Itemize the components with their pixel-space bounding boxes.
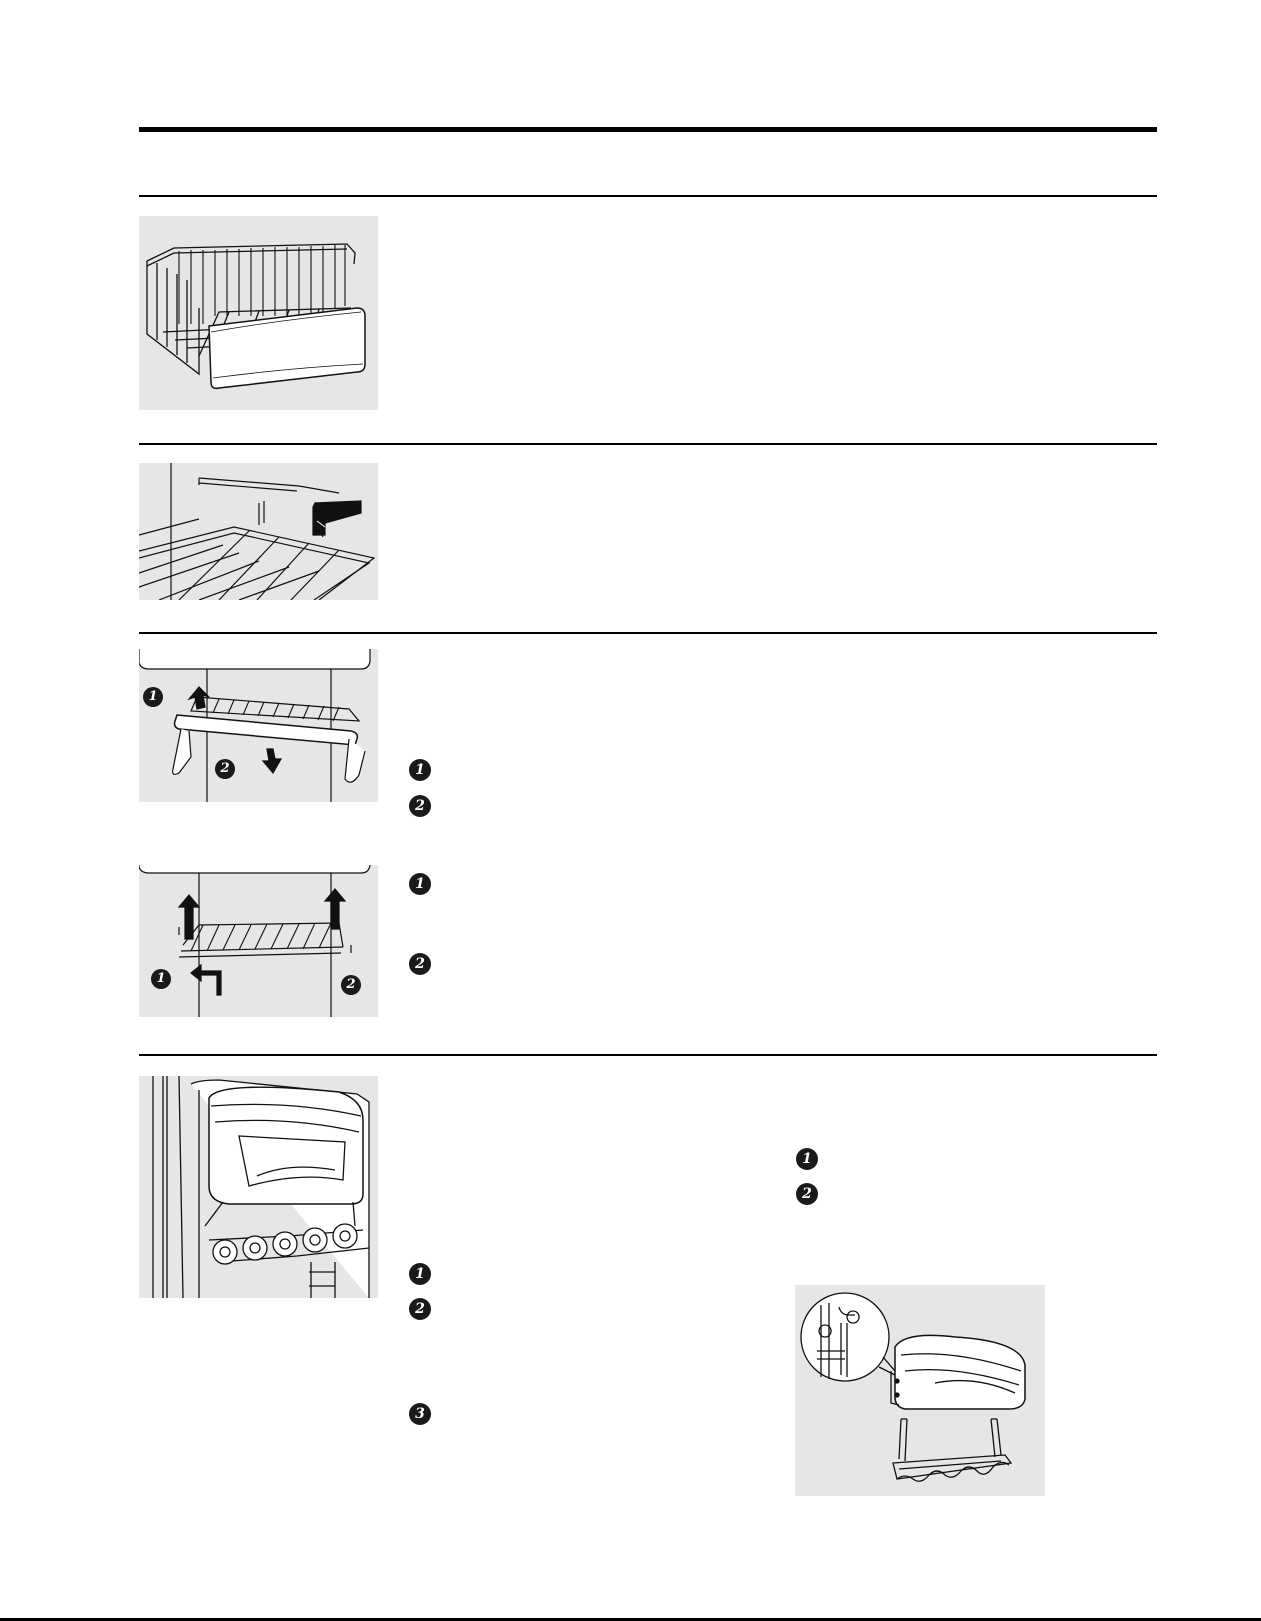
section-divider-1 bbox=[139, 195, 1157, 197]
step-badge-2: 2 bbox=[409, 1298, 431, 1320]
slide-out-shelf-illustration bbox=[139, 649, 378, 802]
step-badge-3: 3 bbox=[409, 1403, 431, 1425]
section-divider-2 bbox=[139, 443, 1157, 445]
step-badge-1: 1 bbox=[796, 1148, 818, 1170]
step-badge-1: 1 bbox=[143, 687, 163, 707]
header-rule bbox=[139, 127, 1157, 132]
step-badge-1: 1 bbox=[409, 873, 431, 895]
section-divider-3 bbox=[139, 632, 1157, 634]
step-badge-1: 1 bbox=[409, 1263, 431, 1285]
section-divider-4 bbox=[139, 1054, 1157, 1056]
step-badge-2: 2 bbox=[215, 759, 235, 779]
step-badge-2: 2 bbox=[409, 795, 431, 817]
can-rack-installation-illustration bbox=[795, 1285, 1045, 1496]
step-badge-2: 2 bbox=[409, 953, 431, 975]
wire-shelf-illustration bbox=[139, 463, 378, 600]
door-bin-can-rack-illustration bbox=[139, 1076, 378, 1298]
step-badge-1: 1 bbox=[151, 969, 171, 989]
step-badge-1: 1 bbox=[409, 759, 431, 781]
freezer-basket-illustration bbox=[139, 216, 378, 410]
step-badge-2: 2 bbox=[341, 975, 361, 995]
step-badge-2: 2 bbox=[796, 1183, 818, 1205]
wire-shelf-adjust-illustration bbox=[139, 865, 378, 1017]
